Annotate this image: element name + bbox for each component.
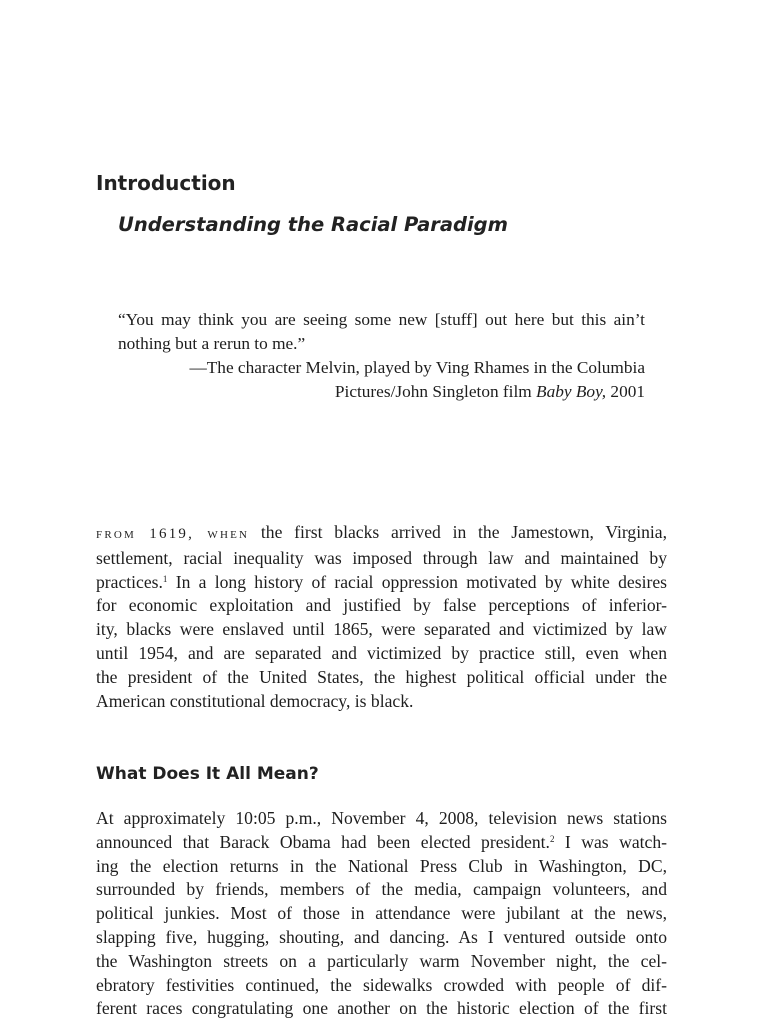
paragraph-line: for economic exploitation and justified by false perceptions of inferior- <box>96 595 667 616</box>
paragraph-line: slapping five, hugging, shouting, and dancing. As I ventured outside onto <box>96 926 667 947</box>
attribution-source: Pictures/John Singleton film <box>334 382 537 401</box>
film-title: Baby Boy, <box>536 382 607 401</box>
footnote-marker: 2 <box>549 833 555 844</box>
opening-paragraph <box>96 521 667 713</box>
attribution-year: 2001 <box>606 382 645 401</box>
chapter-subtitle: Understanding the Racial Paradigm <box>118 213 508 236</box>
paragraph-line: settlement, racial inequality was imposed through law and maintained by <box>96 547 667 568</box>
paragraph-line: ity, blacks were enslaved until 1865, were separated and victimized by law <box>96 619 667 640</box>
paragraph-line: At approximately 10:05 p.m., November 4, 2008, television news stations <box>96 808 667 828</box>
epigraph-quote <box>118 308 645 356</box>
chapter-title: Introduction <box>96 171 236 195</box>
epigraph-attribution <box>118 356 645 404</box>
paragraph-line: ebratory festivities continued, the sidewalks crowded with people of dif- <box>96 974 667 995</box>
paragraph-line: until 1954, and are separated and victimized by practice still, even when <box>96 642 667 663</box>
paragraph-line: American constitutional democracy, is black. <box>96 690 414 711</box>
epigraph <box>118 308 645 404</box>
footnote-marker: 1 <box>162 573 168 584</box>
paragraph-line: surrounded by friends, members of the media, campaign volunteers, and <box>96 879 667 900</box>
epigraph-quote-line: nothing but a rerun to me.” <box>118 334 306 353</box>
paragraph-line: political junkies. Most of those in attendance were jubilant at the news, <box>96 903 667 924</box>
attribution-line: —The character Melvin, played by Ving Rhames in the Columbia <box>189 358 645 377</box>
paragraph-line: ing the election returns in the National Press Club in Washington, DC, <box>96 855 667 876</box>
epigraph-quote-line: “You may think you are seeing some new [stuff] out here but this ain’t <box>118 310 645 329</box>
section-paragraph <box>96 807 667 1021</box>
paragraph-line: the Washington streets on a particularly warm November night, the cel- <box>96 950 667 971</box>
paragraph-line: from 1619, when the first blacks arrived in the Jamestown, Virginia, <box>96 522 667 542</box>
section-heading: What Does It All Mean? <box>96 764 319 784</box>
paragraph-line: announced that Barack Obama had been elected president.$^2$ I was watch- <box>96 831 667 852</box>
lead-in-smallcaps: from 1619, when <box>96 526 250 542</box>
attribution-line <box>118 380 645 404</box>
paragraph-line: the president of the United States, the highest political official under the <box>96 666 667 687</box>
paragraph-line: ferent races congratulating one another on the historic election of the first <box>96 998 667 1019</box>
paragraph-line: practices.$^1$ In a long history of racial oppression motivated by white desires <box>96 571 667 592</box>
